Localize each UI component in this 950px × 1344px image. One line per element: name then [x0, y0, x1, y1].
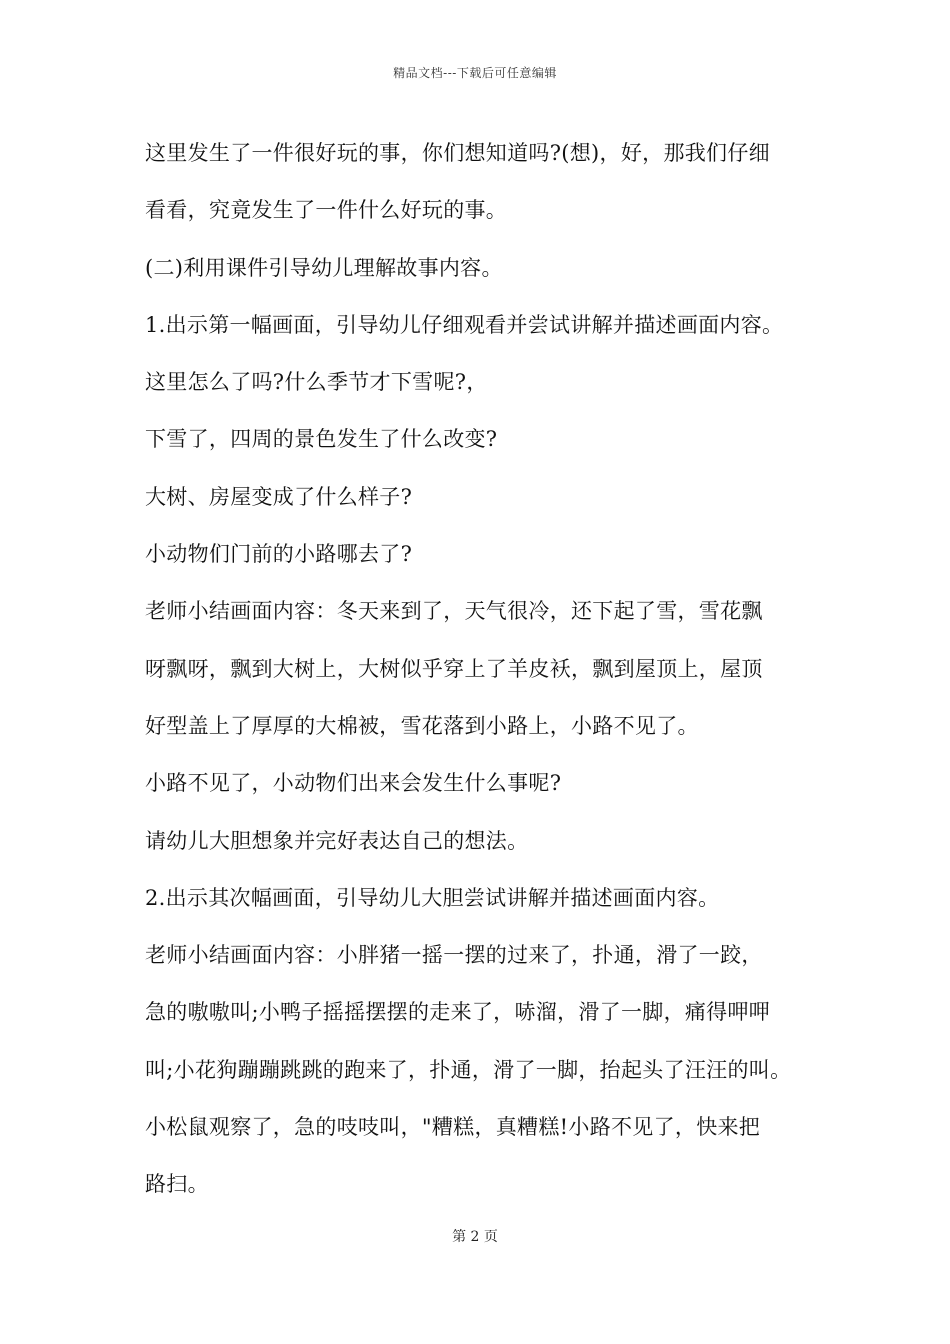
text-line: 路扫。: [145, 1172, 209, 1197]
text-line: 请幼儿大胆想象并完好表达自己的想法。: [145, 828, 529, 853]
text-line: 急的嗷嗷叫;小鸭子摇摇摆摆的走来了，哧溜，滑了一脚，痛得呷呷: [145, 1000, 771, 1025]
page-header: 精品文档---下载后可任意编辑: [393, 66, 557, 80]
text-line: 小松鼠观察了，急的吱吱叫，"糟糕，真糟糕!小路不见了，快来把: [145, 1115, 761, 1140]
text-line: 老师小结画面内容：冬天来到了，天气很冷，还下起了雪，雪花飘: [145, 599, 763, 624]
text-line: 呀飘呀，飘到大树上，大树似乎穿上了羊皮袄，飘到屋顶上，屋顶: [145, 656, 763, 681]
text-line: 大树、房屋变成了什么样子?: [145, 484, 413, 509]
text-line: 小路不见了，小动物们出来会发生什么事呢?: [145, 771, 562, 796]
text-line: 看看，究竟发生了一件什么好玩的事。: [145, 198, 508, 223]
text-line: 2.出示其次幅画面，引导幼儿大胆尝试讲解并描述画面内容。: [145, 885, 720, 910]
text-line: 1.出示第一幅画面，引导幼儿仔细观看并尝试讲解并描述画面内容。: [145, 312, 784, 337]
page-number: 第 2 页: [452, 1229, 498, 1245]
document-body: [145, 128, 825, 1217]
text-line: 这里怎么了吗?什么季节才下雪呢?，: [145, 370, 488, 395]
text-line: 老师小结画面内容：小胖猪一摇一摆的过来了，扑通，滑了一跤，: [145, 943, 763, 968]
text-line: (二)利用课件引导幼儿理解故事内容。: [145, 255, 503, 280]
text-line: 下雪了，四周的景色发生了什么改变?: [145, 427, 498, 452]
text-line: 好型盖上了厚厚的大棉被，雪花落到小路上，小路不见了。: [145, 713, 699, 738]
text-line: 叫;小花狗蹦蹦跳跳的跑来了，扑通，滑了一脚，抬起头了汪汪的叫。: [145, 1057, 792, 1082]
text-line: 这里发生了一件很好玩的事，你们想知道吗?(想)，好，那我们仔细: [145, 141, 770, 165]
text-line: 小动物们门前的小路哪去了?: [145, 542, 413, 567]
